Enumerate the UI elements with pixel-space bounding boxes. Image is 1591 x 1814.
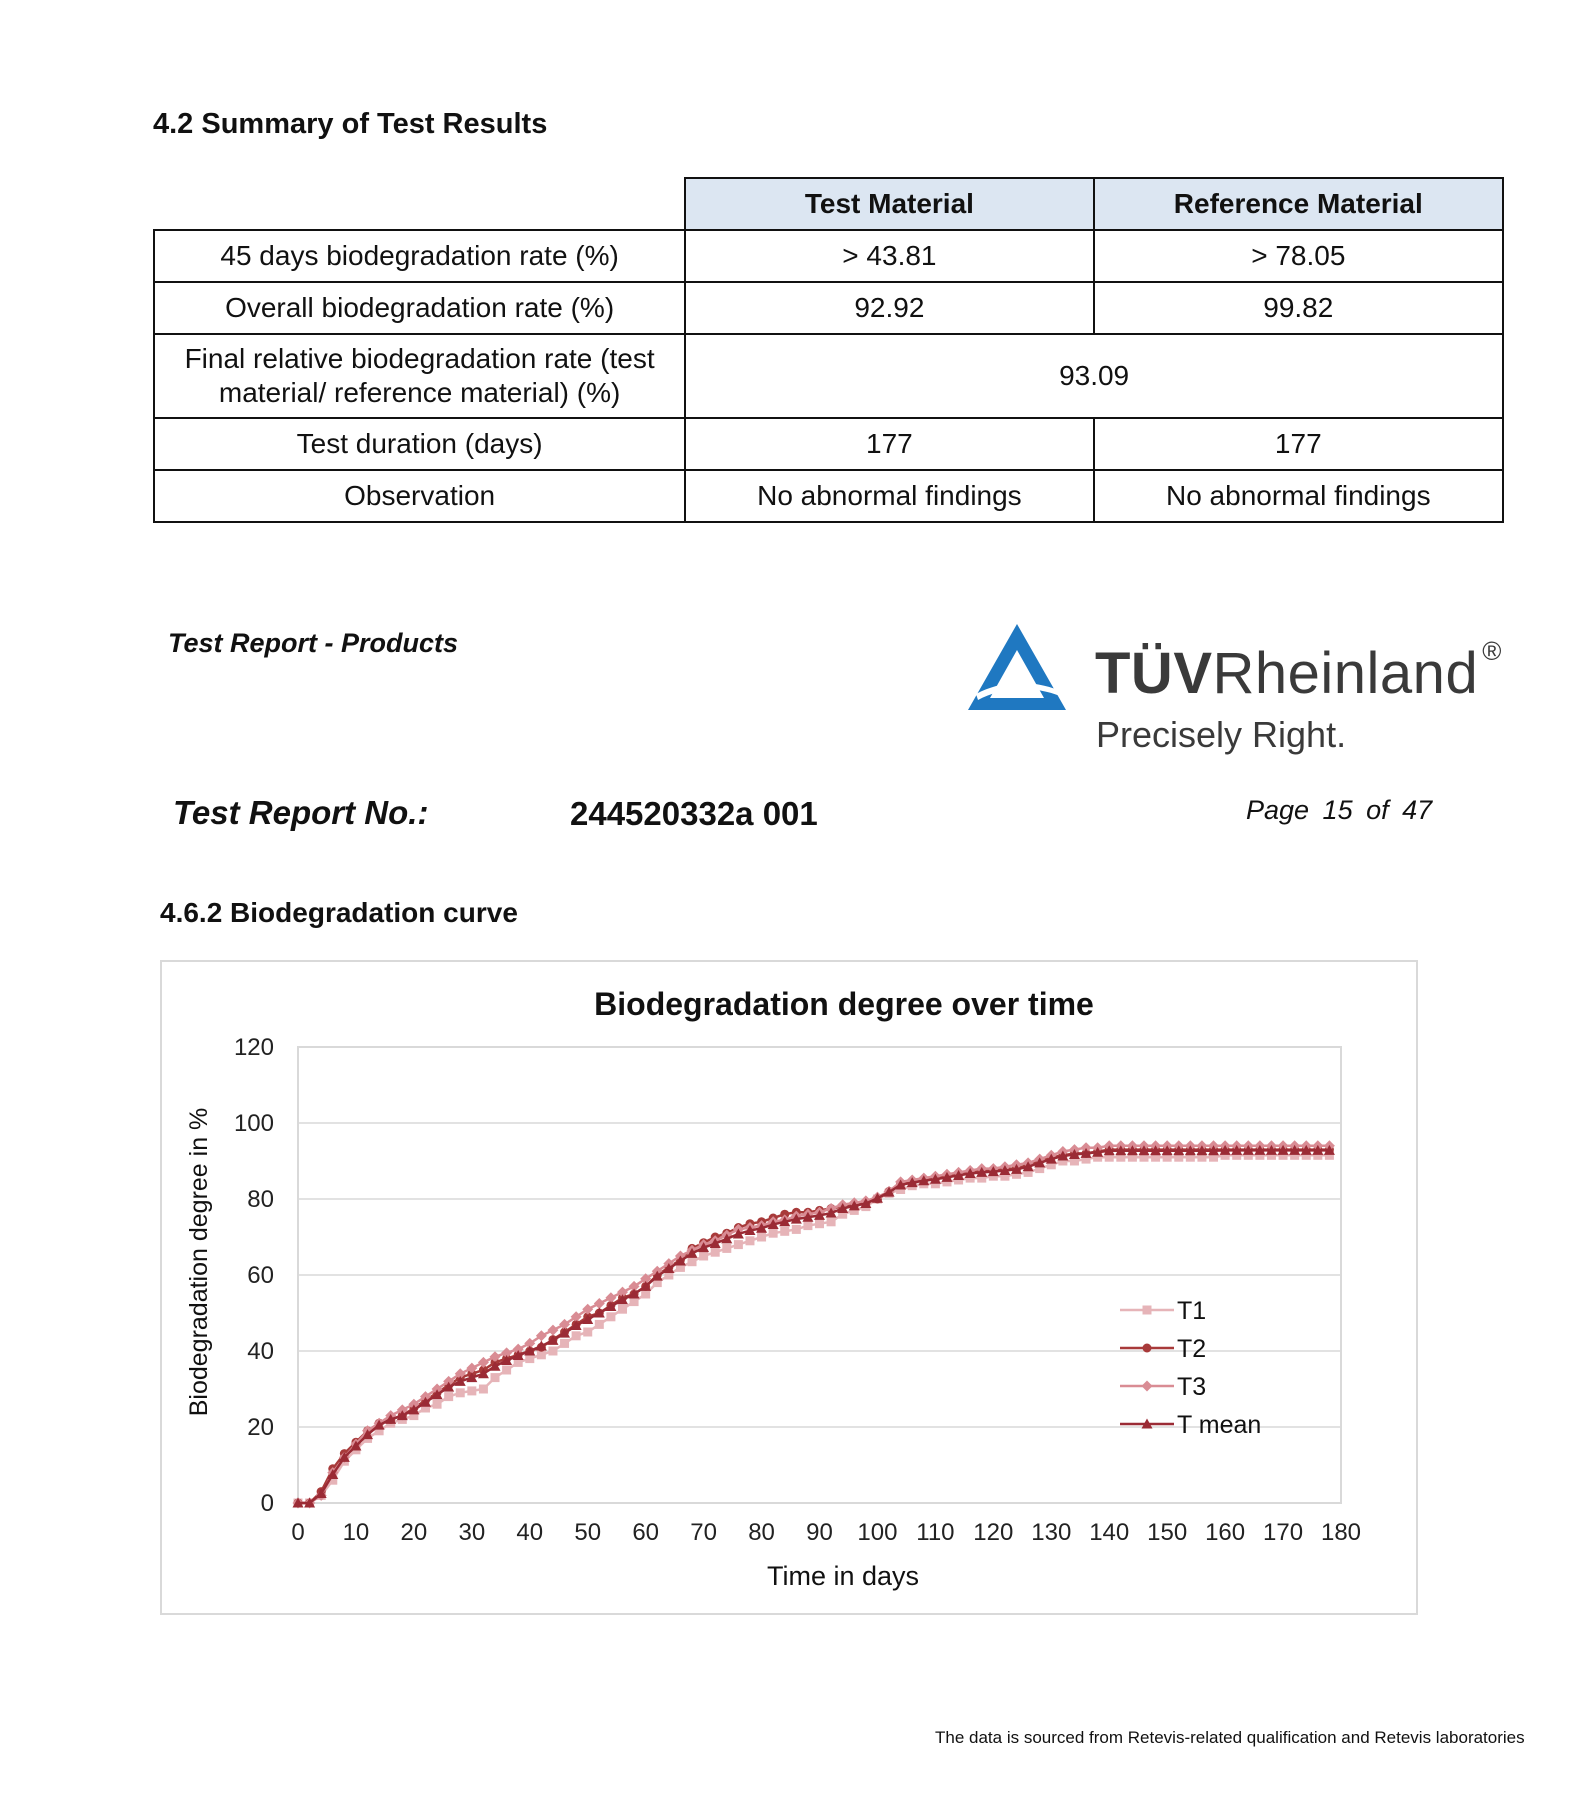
point-marker [711,1248,720,1257]
x-tick-label: 130 [1031,1519,1072,1546]
legend-item-t1 [1120,1297,1206,1325]
row-observation [154,470,1503,522]
y-tick-label: 80 [247,1186,274,1213]
x-tick-label: 40 [516,1519,544,1546]
point-marker [502,1366,511,1375]
point-marker [1143,1306,1152,1315]
biodegradation-chart [162,962,1416,1613]
point-marker [757,1233,766,1242]
series-line [298,1155,1329,1503]
x-axis-label: Time in days [766,1561,920,1591]
header-test-material: Test Material [685,178,1093,230]
point-marker [456,1388,465,1397]
x-tick-label: 50 [574,1519,602,1546]
x-tick-label: 120 [973,1519,1014,1546]
summary-header-blank [154,178,685,230]
point-marker [572,1331,581,1340]
merged-value: 93.09 [685,334,1503,418]
point-marker [1143,1344,1152,1353]
legend-label: T mean [1177,1411,1262,1439]
summary-heading: 4.2 Summary of Test Results [153,108,548,140]
x-tick-label: 100 [857,1519,898,1546]
point-marker [618,1305,627,1314]
reference-value: No abnormal findings [1094,470,1503,522]
y-tick-label: 100 [233,1110,274,1137]
point-marker [479,1385,488,1394]
report-number: 244520332a 001 [570,795,818,832]
point-marker [792,1225,801,1234]
test-value: 92.92 [685,282,1093,334]
y-tick-label: 40 [247,1338,274,1365]
test-value: No abnormal findings [685,470,1093,522]
series-line [298,1150,1329,1503]
reference-value: > 78.05 [1094,230,1503,282]
chart-title: Biodegradation degree over time [594,986,1094,1022]
row-label: 45 days biodegradation rate (%) [154,230,685,282]
x-tick-label: 140 [1089,1519,1130,1546]
tuv-logo-icon [962,620,1072,716]
curve-heading: 4.6.2 Biodegradation curve [160,897,518,928]
series-line [298,1150,1329,1503]
x-tick-label: 160 [1205,1519,1246,1546]
x-tick-label: 170 [1263,1519,1304,1546]
x-tick-label: 180 [1320,1519,1362,1546]
point-marker [433,1400,442,1409]
legend-label: T2 [1177,1335,1207,1363]
point-marker [444,1392,453,1401]
point-marker [815,1219,824,1228]
report-title: Test Report - Products [168,628,459,658]
row-test-duration [154,418,1503,470]
point-marker [560,1339,569,1348]
brand-rest: Rheinland [1212,641,1479,706]
x-tick-label: 10 [342,1519,370,1546]
row-label-line1: Final relative biodegradation rate (test [184,343,655,374]
series-t1 [294,1151,1334,1508]
reference-value: 99.82 [1094,282,1503,334]
y-tick-label: 120 [233,1034,274,1061]
x-tick-label: 90 [806,1519,833,1546]
row-final-relative-rate [154,334,1503,418]
point-marker [548,1347,557,1356]
point-marker [594,1298,605,1309]
point-marker [467,1386,476,1395]
row-label-line2: material/ reference material) (%) [218,377,621,408]
row-label: Test duration (days) [154,418,685,470]
summary-header-row [154,178,1503,230]
point-marker [734,1240,743,1249]
point-marker [606,1312,615,1321]
x-tick-label: 110 [916,1519,955,1546]
footer-note: The data is sourced from Retevis-related qualification and Retevis laboratories [935,1728,1525,1747]
point-marker [722,1244,731,1253]
x-tick-label: 30 [458,1519,486,1546]
row-label [154,334,685,418]
legend-label: T3 [1177,1373,1207,1401]
row-45-days-rate [154,230,1503,282]
point-marker [595,1320,604,1329]
point-marker [699,1252,708,1261]
point-marker [780,1227,789,1236]
x-tick-label: 0 [291,1519,305,1546]
row-label: Observation [154,470,685,522]
x-tick-label: 150 [1147,1519,1188,1546]
row-label: Overall biodegradation rate (%) [154,282,685,334]
x-tick-label: 60 [632,1519,660,1546]
y-tick-label: 60 [247,1262,274,1289]
point-marker [803,1221,812,1230]
registered-mark: ® [1482,636,1502,666]
legend-item-t3 [1120,1373,1206,1401]
point-marker [827,1217,836,1226]
chart-frame [160,960,1418,1615]
page-number: Page 15 of 47 [1246,795,1433,825]
x-tick-label: 20 [400,1519,428,1546]
point-marker [688,1257,697,1266]
legend-label: T1 [1177,1297,1207,1325]
test-value: 177 [685,418,1093,470]
summary-table [153,177,1504,523]
brand-name [1095,636,1502,707]
x-tick-label: 80 [748,1519,775,1546]
header-reference-material: Reference Material [1094,178,1503,230]
point-marker [547,1325,558,1336]
report-number-label: Test Report No.: [173,794,429,831]
y-tick-label: 20 [247,1414,274,1441]
brand-bold: TÜV [1095,641,1213,706]
x-tick-label: 70 [690,1519,717,1546]
point-marker [491,1373,500,1382]
reference-value: 177 [1094,418,1503,470]
row-overall-rate [154,282,1503,334]
test-value: > 43.81 [685,230,1093,282]
point-marker [583,1328,592,1337]
brand-tagline: Precisely Right. [1096,714,1347,755]
point-marker [769,1229,778,1238]
point-marker [745,1236,754,1245]
y-tick-label: 0 [260,1490,274,1517]
legend-item-tmean [1120,1411,1261,1439]
legend-item-t2 [1120,1335,1206,1363]
point-marker [1142,1381,1153,1392]
y-axis-label: Biodegradation degree in % [185,1107,213,1417]
